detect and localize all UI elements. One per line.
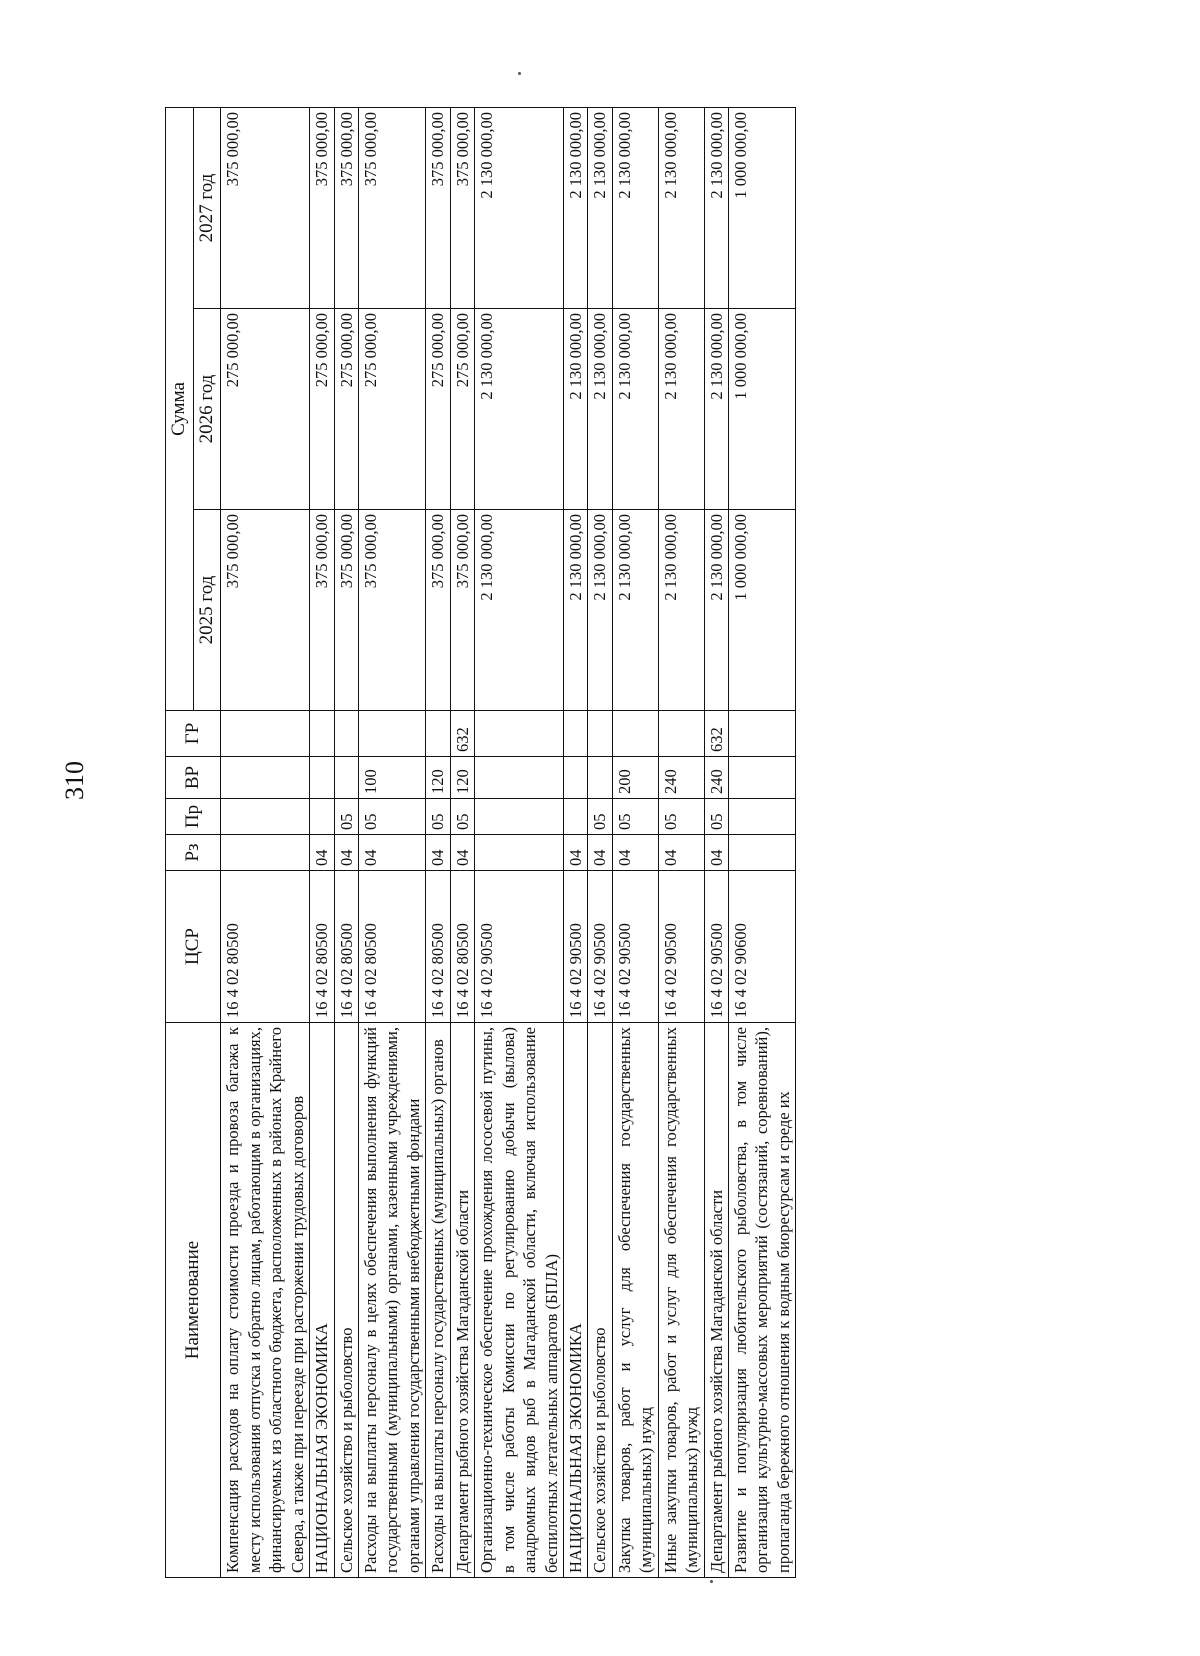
row-vr: 100 bbox=[359, 757, 426, 799]
row-name: НАЦИОНАЛЬНАЯ ЭКОНОМИКА bbox=[310, 1023, 334, 1578]
row-sum-2025: 2 130 000,00 bbox=[612, 510, 658, 711]
row-rz: 04 bbox=[612, 835, 658, 871]
row-vr: 120 bbox=[450, 757, 474, 799]
row-name: НАЦИОНАЛЬНАЯ ЭКОНОМИКА bbox=[563, 1023, 587, 1578]
row-sum-2025: 2 130 000,00 bbox=[588, 510, 612, 711]
row-gr bbox=[359, 711, 426, 757]
row-rz: 04 bbox=[359, 835, 426, 871]
row-name: Расходы на выплаты персоналу государственных (муниципальных) органов bbox=[426, 1023, 450, 1578]
table-row bbox=[426, 108, 450, 1578]
row-csr: 16 4 02 90500 bbox=[658, 871, 704, 1023]
header-sum: Сумма bbox=[166, 108, 194, 711]
table-row bbox=[729, 108, 796, 1578]
row-pr bbox=[475, 799, 564, 835]
row-sum-2027: 375 000,00 bbox=[359, 108, 426, 309]
row-sum-2026: 275 000,00 bbox=[450, 309, 474, 510]
row-gr bbox=[475, 711, 564, 757]
header-pr: Пр bbox=[166, 799, 221, 835]
row-csr: 16 4 02 90500 bbox=[475, 871, 564, 1023]
scan-speck bbox=[518, 72, 521, 75]
row-rz: 04 bbox=[450, 835, 474, 871]
header-csr: ЦСР bbox=[166, 871, 221, 1023]
row-sum-2025: 375 000,00 bbox=[221, 510, 310, 711]
row-vr bbox=[563, 757, 587, 799]
row-csr: 16 4 02 80500 bbox=[221, 871, 310, 1023]
row-sum-2027: 2 130 000,00 bbox=[658, 108, 704, 309]
row-pr bbox=[221, 799, 310, 835]
row-sum-2027: 375 000,00 bbox=[221, 108, 310, 309]
row-sum-2025: 2 130 000,00 bbox=[563, 510, 587, 711]
row-vr bbox=[334, 757, 358, 799]
row-csr: 16 4 02 80500 bbox=[450, 871, 474, 1023]
table-row bbox=[221, 108, 310, 1578]
row-rz bbox=[221, 835, 310, 871]
row-gr bbox=[658, 711, 704, 757]
row-sum-2026: 2 130 000,00 bbox=[658, 309, 704, 510]
header-year-2025: 2025 год bbox=[193, 510, 221, 711]
row-pr: 05 bbox=[426, 799, 450, 835]
row-sum-2027: 2 130 000,00 bbox=[475, 108, 564, 309]
row-sum-2026: 275 000,00 bbox=[310, 309, 334, 510]
table-row bbox=[563, 108, 587, 1578]
table-row bbox=[588, 108, 612, 1578]
row-pr: 05 bbox=[588, 799, 612, 835]
row-pr: 05 bbox=[334, 799, 358, 835]
row-gr bbox=[221, 711, 310, 757]
table-row bbox=[310, 108, 334, 1578]
row-sum-2025: 2 130 000,00 bbox=[658, 510, 704, 711]
header-year-2027: 2027 год bbox=[193, 108, 221, 309]
row-gr bbox=[334, 711, 358, 757]
row-csr: 16 4 02 90500 bbox=[588, 871, 612, 1023]
header-year-2026: 2026 год bbox=[193, 309, 221, 510]
row-gr bbox=[729, 711, 796, 757]
table-header bbox=[166, 108, 221, 1578]
scan-speck bbox=[710, 1580, 713, 1583]
row-pr: 05 bbox=[658, 799, 704, 835]
row-sum-2026: 2 130 000,00 bbox=[475, 309, 564, 510]
row-sum-2025: 2 130 000,00 bbox=[704, 510, 728, 711]
budget-table bbox=[165, 107, 796, 1578]
row-name: Сельское хозяйство и рыболовство bbox=[334, 1023, 358, 1578]
row-sum-2025: 2 130 000,00 bbox=[475, 510, 564, 711]
row-csr: 16 4 02 90500 bbox=[704, 871, 728, 1023]
row-pr bbox=[563, 799, 587, 835]
row-name: Сельское хозяйство и рыболовство bbox=[588, 1023, 612, 1578]
row-gr: 632 bbox=[450, 711, 474, 757]
row-pr: 05 bbox=[359, 799, 426, 835]
row-name: Компенсация расходов на оплату стоимости проезда и провоза багажа к месту использования отпуска и обратно лицам, работающим в организациях, финансируемых из областного бюджета, расположенных в районах Крайнего Севера, а также при переезде при расторжении трудовых договоров bbox=[221, 1023, 310, 1578]
table-row bbox=[612, 108, 658, 1578]
row-name: Расходы на выплаты персоналу в целях обеспечения выполнения функций государственными (муниципальными) органами, казенными учреждениями, органами управления государственными внебюджетными фондами bbox=[359, 1023, 426, 1578]
row-gr bbox=[310, 711, 334, 757]
row-pr: 05 bbox=[704, 799, 728, 835]
row-sum-2025: 375 000,00 bbox=[450, 510, 474, 711]
header-gr: ГР bbox=[166, 711, 221, 757]
row-vr: 120 bbox=[426, 757, 450, 799]
row-rz: 04 bbox=[658, 835, 704, 871]
row-pr: 05 bbox=[612, 799, 658, 835]
row-vr: 240 bbox=[704, 757, 728, 799]
table-row bbox=[704, 108, 728, 1578]
row-vr bbox=[475, 757, 564, 799]
row-vr bbox=[221, 757, 310, 799]
rotated-page-content bbox=[165, 108, 1115, 1578]
row-sum-2025: 375 000,00 bbox=[310, 510, 334, 711]
row-sum-2027: 375 000,00 bbox=[450, 108, 474, 309]
row-name: Развитие и популяризация любительского рыболовства, в том числе организация культурно-массовых мероприятий (состязаний, соревнований), пропаганда бережного отношения к водным биоресурсам и среде их bbox=[729, 1023, 796, 1578]
header-vr: ВР bbox=[166, 757, 221, 799]
row-rz: 04 bbox=[704, 835, 728, 871]
table-row bbox=[334, 108, 358, 1578]
row-sum-2027: 375 000,00 bbox=[334, 108, 358, 309]
table-row bbox=[450, 108, 474, 1578]
row-sum-2027: 2 130 000,00 bbox=[563, 108, 587, 309]
row-name: Департамент рыбного хозяйства Магаданской области bbox=[450, 1023, 474, 1578]
row-sum-2026: 2 130 000,00 bbox=[588, 309, 612, 510]
row-gr bbox=[588, 711, 612, 757]
row-pr bbox=[729, 799, 796, 835]
row-name: Организационно-техническое обеспечение прохождения лососевой путины, в том числе работы Комиссии по регулированию добычи (вылова) анадромных видов рыб в Магаданской области, включая использование беспилотных летательных аппаратов (БПЛА) bbox=[475, 1023, 564, 1578]
row-csr: 16 4 02 80500 bbox=[334, 871, 358, 1023]
row-sum-2025: 375 000,00 bbox=[359, 510, 426, 711]
row-vr: 200 bbox=[612, 757, 658, 799]
row-rz bbox=[729, 835, 796, 871]
row-sum-2027: 2 130 000,00 bbox=[588, 108, 612, 309]
row-sum-2027: 2 130 000,00 bbox=[704, 108, 728, 309]
row-rz: 04 bbox=[563, 835, 587, 871]
row-name: Иные закупки товаров, работ и услуг для обеспечения государственных (муниципальных) нужд bbox=[658, 1023, 704, 1578]
row-name: Закупка товаров, работ и услуг для обеспечения государственных (муниципальных) нужд bbox=[612, 1023, 658, 1578]
row-vr bbox=[310, 757, 334, 799]
row-sum-2026: 275 000,00 bbox=[426, 309, 450, 510]
header-rz: Рз bbox=[166, 835, 221, 871]
row-csr: 16 4 02 80500 bbox=[426, 871, 450, 1023]
row-sum-2027: 1 000 000,00 bbox=[729, 108, 796, 309]
row-sum-2025: 375 000,00 bbox=[334, 510, 358, 711]
row-sum-2026: 275 000,00 bbox=[221, 309, 310, 510]
table-row bbox=[658, 108, 704, 1578]
row-csr: 16 4 02 90500 bbox=[612, 871, 658, 1023]
row-csr: 16 4 02 80500 bbox=[359, 871, 426, 1023]
row-vr: 240 bbox=[658, 757, 704, 799]
row-rz: 04 bbox=[310, 835, 334, 871]
row-rz bbox=[475, 835, 564, 871]
row-rz: 04 bbox=[334, 835, 358, 871]
row-sum-2026: 275 000,00 bbox=[359, 309, 426, 510]
row-vr bbox=[729, 757, 796, 799]
row-gr bbox=[426, 711, 450, 757]
row-csr: 16 4 02 90600 bbox=[729, 871, 796, 1023]
row-sum-2026: 2 130 000,00 bbox=[563, 309, 587, 510]
row-rz: 04 bbox=[588, 835, 612, 871]
row-sum-2026: 2 130 000,00 bbox=[704, 309, 728, 510]
row-gr bbox=[563, 711, 587, 757]
row-sum-2027: 2 130 000,00 bbox=[612, 108, 658, 309]
row-vr bbox=[588, 757, 612, 799]
page-number: 310 bbox=[60, 761, 89, 800]
row-sum-2027: 375 000,00 bbox=[426, 108, 450, 309]
row-sum-2026: 1 000 000,00 bbox=[729, 309, 796, 510]
row-csr: 16 4 02 90500 bbox=[563, 871, 587, 1023]
row-sum-2027: 375 000,00 bbox=[310, 108, 334, 309]
row-gr: 632 bbox=[704, 711, 728, 757]
row-name: Департамент рыбного хозяйства Магаданской области bbox=[704, 1023, 728, 1578]
row-csr: 16 4 02 80500 bbox=[310, 871, 334, 1023]
row-sum-2026: 2 130 000,00 bbox=[612, 309, 658, 510]
row-pr bbox=[310, 799, 334, 835]
row-rz: 04 bbox=[426, 835, 450, 871]
header-name: Наименование bbox=[166, 1023, 221, 1578]
row-pr: 05 bbox=[450, 799, 474, 835]
row-sum-2026: 275 000,00 bbox=[334, 309, 358, 510]
row-gr bbox=[612, 711, 658, 757]
table-row bbox=[359, 108, 426, 1578]
table-row bbox=[475, 108, 564, 1578]
row-sum-2025: 375 000,00 bbox=[426, 510, 450, 711]
table-body bbox=[221, 108, 796, 1578]
row-sum-2025: 1 000 000,00 bbox=[729, 510, 796, 711]
